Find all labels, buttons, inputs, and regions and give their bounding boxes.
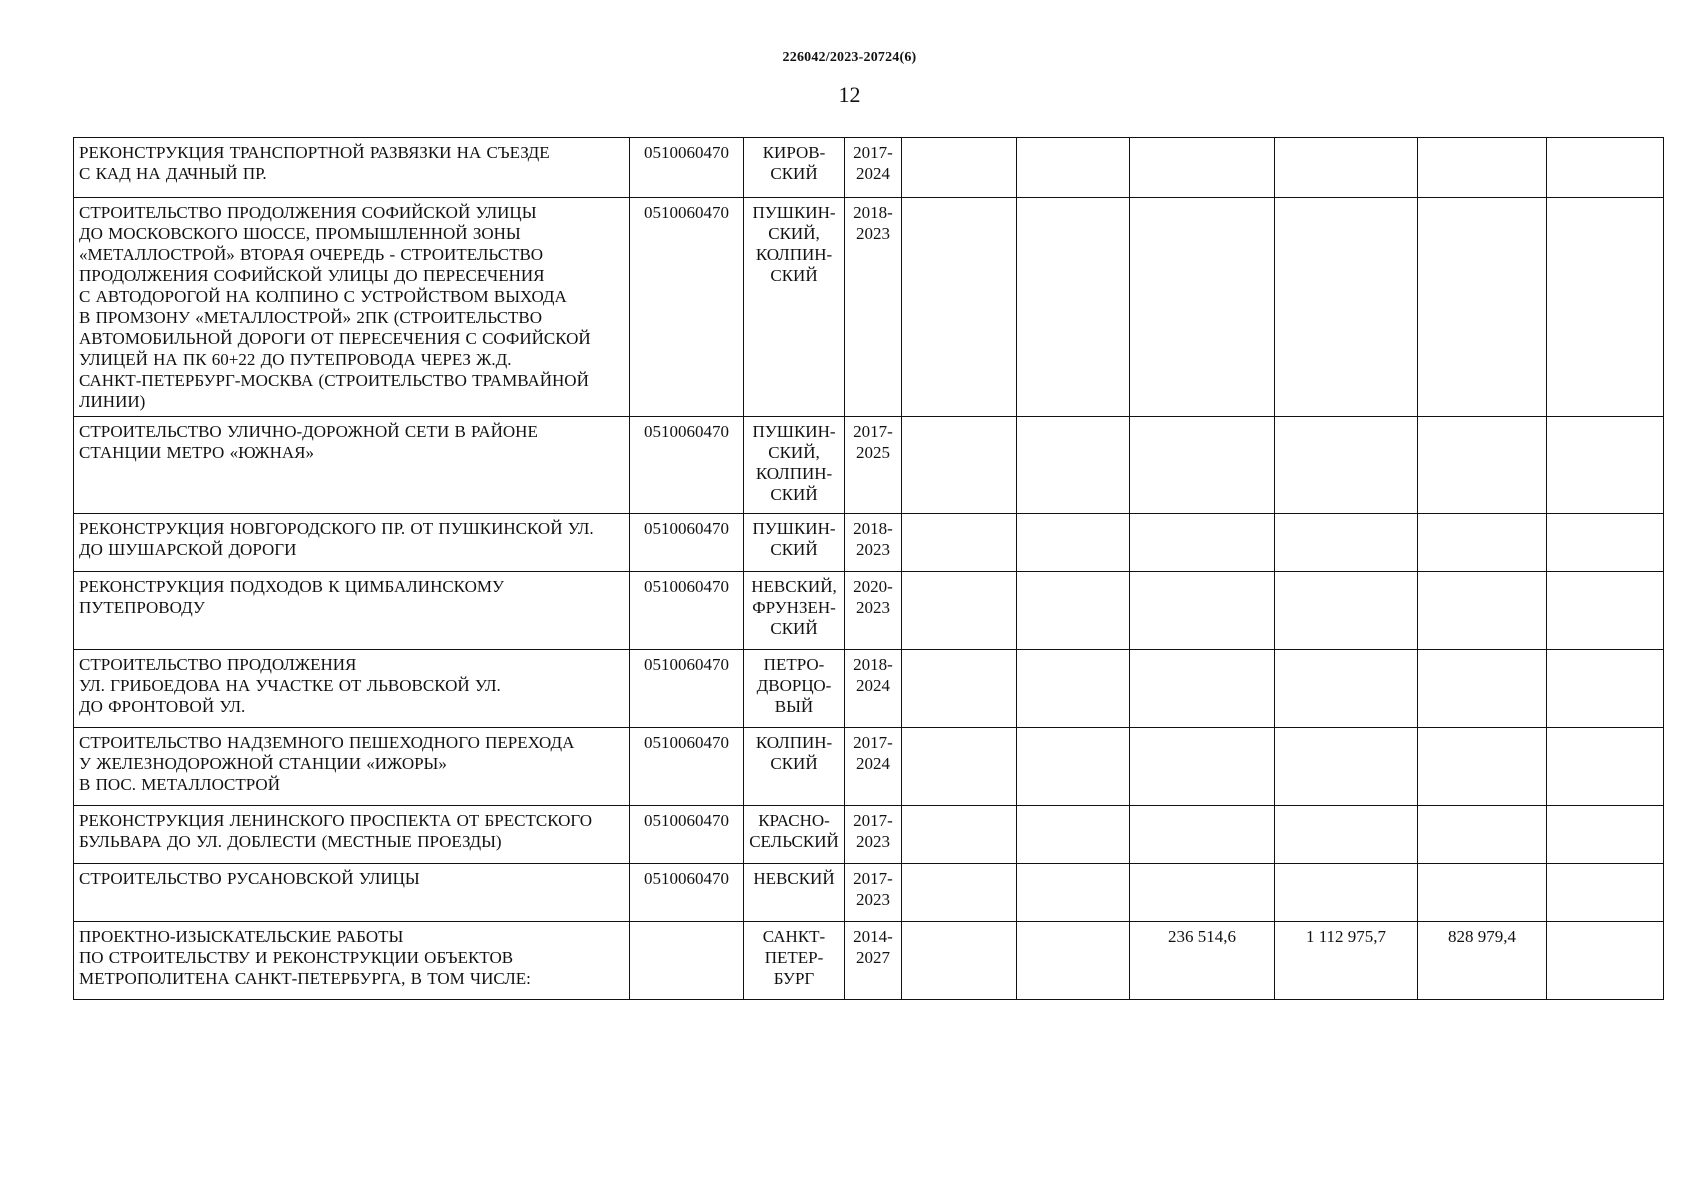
district-cell-line: ДВОРЦО- bbox=[756, 676, 832, 695]
value-cell bbox=[1547, 514, 1664, 572]
object-name-cell-line: ПРОДОЛЖЕНИЯ СОФИЙСКОЙ УЛИЦЫ ДО ПЕРЕСЕЧЕНИЯ bbox=[79, 266, 545, 285]
value-cell bbox=[902, 650, 1017, 728]
district-cell-line: САНКТ- bbox=[762, 927, 826, 946]
years-cell-line: 2023 bbox=[856, 832, 890, 851]
object-name-cell-line: «МЕТАЛЛОСТРОЙ» ВТОРАЯ ОЧЕРЕДЬ - СТРОИТЕЛЬСТВО bbox=[79, 245, 544, 264]
district-cell-line: НЕВСКИЙ bbox=[753, 869, 835, 888]
district-cell bbox=[744, 198, 845, 417]
district-cell-line: СКИЙ, bbox=[768, 443, 820, 462]
object-name-cell-line: СТРОИТЕЛЬСТВО РУСАНОВСКОЙ УЛИЦЫ bbox=[79, 869, 420, 888]
table-row bbox=[74, 864, 1664, 922]
value-cell bbox=[1130, 138, 1275, 198]
district-cell-line: КИРОВ- bbox=[762, 143, 826, 162]
district-cell-line: СЕЛЬСКИЙ bbox=[749, 832, 839, 851]
years-cell bbox=[845, 922, 902, 1000]
value-cell bbox=[1017, 864, 1130, 922]
value-cell bbox=[1130, 864, 1275, 922]
object-name-cell-line: РЕКОНСТРУКЦИЯ ЛЕНИНСКОГО ПРОСПЕКТА ОТ БРЕСТСКОГО bbox=[79, 811, 593, 830]
value-cell bbox=[1418, 514, 1547, 572]
object-name-cell bbox=[74, 514, 630, 572]
district-cell-line: НЕВСКИЙ, bbox=[751, 577, 837, 596]
value-cell bbox=[1275, 806, 1418, 864]
value-cell bbox=[1130, 806, 1275, 864]
table-row bbox=[74, 417, 1664, 514]
object-name-cell-line: РЕКОНСТРУКЦИЯ ПОДХОДОВ К ЦИМБАЛИНСКОМУ bbox=[79, 577, 505, 596]
budget-code-cell: 0510060470 bbox=[630, 650, 744, 728]
value-cell bbox=[1130, 514, 1275, 572]
object-name-cell-line: С КАД НА ДАЧНЫЙ ПР. bbox=[79, 164, 267, 183]
object-name-cell-line: СТАНЦИИ МЕТРО «ЮЖНАЯ» bbox=[79, 443, 314, 462]
years-cell-line: 2014- bbox=[853, 927, 893, 946]
table-row bbox=[74, 806, 1664, 864]
value-cell bbox=[1130, 728, 1275, 806]
years-cell bbox=[845, 806, 902, 864]
district-cell-line: ПЕТРО- bbox=[763, 655, 825, 674]
district-cell-line: ПЕТЕР- bbox=[764, 948, 824, 967]
object-name-cell bbox=[74, 864, 630, 922]
table-row bbox=[74, 650, 1664, 728]
budget-code-cell: 0510060470 bbox=[630, 198, 744, 417]
value-cell bbox=[1418, 198, 1547, 417]
district-cell bbox=[744, 138, 845, 198]
years-cell-line: 2017- bbox=[853, 422, 893, 441]
district-cell-line: БУРГ bbox=[773, 969, 815, 988]
budget-code-cell: 0510060470 bbox=[630, 138, 744, 198]
value-cell bbox=[1418, 806, 1547, 864]
object-name-cell-line: РЕКОНСТРУКЦИЯ НОВГОРОДСКОГО ПР. ОТ ПУШКИНСКОЙ УЛ. bbox=[79, 519, 594, 538]
budget-code-cell: 0510060470 bbox=[630, 514, 744, 572]
years-cell-line: 2025 bbox=[856, 443, 890, 462]
value-cell bbox=[1547, 728, 1664, 806]
district-cell-line: КРАСНО- bbox=[758, 811, 830, 830]
object-name-cell bbox=[74, 572, 630, 650]
object-name-cell-line: РЕКОНСТРУКЦИЯ ТРАНСПОРТНОЙ РАЗВЯЗКИ НА СЪЕЗДЕ bbox=[79, 143, 550, 162]
object-name-cell bbox=[74, 198, 630, 417]
value-cell bbox=[1418, 728, 1547, 806]
value-cell bbox=[1418, 417, 1547, 514]
value-cell bbox=[1130, 198, 1275, 417]
value-cell bbox=[902, 514, 1017, 572]
district-cell bbox=[744, 417, 845, 514]
value-cell bbox=[1017, 650, 1130, 728]
value-cell: 1 112 975,7 bbox=[1275, 922, 1418, 1000]
value-cell bbox=[1547, 864, 1664, 922]
value-cell bbox=[1017, 198, 1130, 417]
value-cell bbox=[1547, 572, 1664, 650]
district-cell-line: СКИЙ bbox=[770, 619, 818, 638]
object-name-cell-line: В ПОС. МЕТАЛЛОСТРОЙ bbox=[79, 775, 280, 794]
value-cell bbox=[1017, 922, 1130, 1000]
district-cell-line: ВЫЙ bbox=[774, 697, 814, 716]
value-cell bbox=[1130, 572, 1275, 650]
budget-code-cell: 0510060470 bbox=[630, 728, 744, 806]
years-cell-line: 2023 bbox=[856, 890, 890, 909]
table-row bbox=[74, 572, 1664, 650]
district-cell bbox=[744, 572, 845, 650]
object-name-cell bbox=[74, 650, 630, 728]
district-cell-line: КОЛПИН- bbox=[755, 733, 833, 752]
value-cell bbox=[1418, 650, 1547, 728]
value-cell bbox=[1017, 806, 1130, 864]
years-cell bbox=[845, 572, 902, 650]
years-cell bbox=[845, 417, 902, 514]
object-name-cell bbox=[74, 138, 630, 198]
value-cell bbox=[1130, 417, 1275, 514]
object-name-cell-line: ДО ФРОНТОВОЙ УЛ. bbox=[79, 697, 246, 716]
years-cell-line: 2020- bbox=[853, 577, 893, 596]
years-cell-line: 2024 bbox=[856, 676, 890, 695]
district-cell-line: СКИЙ bbox=[770, 485, 818, 504]
object-name-cell-line: СТРОИТЕЛЬСТВО УЛИЧНО-ДОРОЖНОЙ СЕТИ В РАЙОНЕ bbox=[79, 422, 538, 441]
value-cell bbox=[1275, 728, 1418, 806]
objects-table bbox=[73, 137, 1664, 1000]
table-row bbox=[74, 728, 1664, 806]
years-cell-line: 2018- bbox=[853, 203, 893, 222]
district-cell bbox=[744, 728, 845, 806]
value-cell bbox=[1418, 864, 1547, 922]
object-name-cell-line: УЛ. ГРИБОЕДОВА НА УЧАСТКЕ ОТ ЛЬВОВСКОЙ УЛ. bbox=[79, 676, 501, 695]
value-cell bbox=[1547, 198, 1664, 417]
value-cell: 828 979,4 bbox=[1418, 922, 1547, 1000]
object-name-cell-line: ПРОЕКТНО-ИЗЫСКАТЕЛЬСКИЕ РАБОТЫ bbox=[79, 927, 404, 946]
district-cell-line: КОЛПИН- bbox=[755, 245, 833, 264]
years-cell bbox=[845, 728, 902, 806]
table-row bbox=[74, 922, 1664, 1000]
value-cell bbox=[902, 198, 1017, 417]
object-name-cell-line: У ЖЕЛЕЗНОДОРОЖНОЙ СТАНЦИИ «ИЖОРЫ» bbox=[79, 754, 447, 773]
years-cell-line: 2017- bbox=[853, 869, 893, 888]
district-cell bbox=[744, 864, 845, 922]
value-cell bbox=[1275, 864, 1418, 922]
value-cell bbox=[1275, 417, 1418, 514]
value-cell bbox=[1418, 138, 1547, 198]
object-name-cell-line: СТРОИТЕЛЬСТВО ПРОДОЛЖЕНИЯ СОФИЙСКОЙ УЛИЦЫ bbox=[79, 203, 537, 222]
object-name-cell-line: СТРОИТЕЛЬСТВО НАДЗЕМНОГО ПЕШЕХОДНОГО ПЕРЕХОДА bbox=[79, 733, 575, 752]
district-cell bbox=[744, 922, 845, 1000]
table-row bbox=[74, 514, 1664, 572]
years-cell-line: 2018- bbox=[853, 519, 893, 538]
value-cell bbox=[1275, 198, 1418, 417]
years-cell bbox=[845, 514, 902, 572]
object-name-cell-line: УЛИЦЕЙ НА ПК 60+22 ДО ПУТЕПРОВОДА ЧЕРЕЗ Ж.Д. bbox=[79, 350, 512, 369]
district-cell bbox=[744, 514, 845, 572]
object-name-cell-line: БУЛЬВАРА ДО УЛ. ДОБЛЕСТИ (МЕСТНЫЕ ПРОЕЗДЫ) bbox=[79, 832, 502, 851]
object-name-cell bbox=[74, 417, 630, 514]
value-cell bbox=[902, 417, 1017, 514]
object-name-cell-line: ЛИНИИ) bbox=[79, 392, 146, 411]
object-name-cell-line: СТРОИТЕЛЬСТВО ПРОДОЛЖЕНИЯ bbox=[79, 655, 357, 674]
value-cell bbox=[902, 864, 1017, 922]
years-cell-line: 2027 bbox=[856, 948, 890, 967]
object-name-cell bbox=[74, 806, 630, 864]
object-name-cell bbox=[74, 922, 630, 1000]
value-cell bbox=[1547, 806, 1664, 864]
object-name-cell-line: ДО МОСКОВСКОГО ШОССЕ, ПРОМЫШЛЕННОЙ ЗОНЫ bbox=[79, 224, 521, 243]
value-cell bbox=[902, 572, 1017, 650]
value-cell bbox=[1017, 514, 1130, 572]
budget-code-cell: 0510060470 bbox=[630, 417, 744, 514]
budget-code-cell: 0510060470 bbox=[630, 572, 744, 650]
district-cell bbox=[744, 806, 845, 864]
years-cell-line: 2023 bbox=[856, 598, 890, 617]
district-cell-line: СКИЙ bbox=[770, 754, 818, 773]
value-cell bbox=[1275, 572, 1418, 650]
years-cell-line: 2024 bbox=[856, 754, 890, 773]
value-cell bbox=[1130, 650, 1275, 728]
object-name-cell bbox=[74, 728, 630, 806]
district-cell-line: ПУШКИН- bbox=[752, 422, 836, 441]
value-cell bbox=[1017, 138, 1130, 198]
value-cell bbox=[1017, 572, 1130, 650]
value-cell bbox=[1547, 138, 1664, 198]
district-cell-line: КОЛПИН- bbox=[755, 464, 833, 483]
object-name-cell-line: МЕТРОПОЛИТЕНА САНКТ-ПЕТЕРБУРГА, В ТОМ ЧИСЛЕ: bbox=[79, 969, 531, 988]
years-cell-line: 2017- bbox=[853, 811, 893, 830]
table-row bbox=[74, 198, 1664, 417]
value-cell bbox=[1547, 650, 1664, 728]
value-cell bbox=[902, 806, 1017, 864]
table-body bbox=[74, 138, 1664, 1000]
district-cell-line: ФРУНЗЕН- bbox=[752, 598, 836, 617]
years-cell-line: 2024 bbox=[856, 164, 890, 183]
table-row bbox=[74, 138, 1664, 198]
value-cell bbox=[1275, 514, 1418, 572]
district-cell bbox=[744, 650, 845, 728]
page-number: 12 bbox=[838, 82, 861, 107]
district-cell-line: ПУШКИН- bbox=[752, 203, 836, 222]
years-cell-line: 2018- bbox=[853, 655, 893, 674]
district-cell-line: СКИЙ bbox=[770, 164, 818, 183]
value-cell: 236 514,6 bbox=[1130, 922, 1275, 1000]
district-cell-line: СКИЙ bbox=[770, 266, 818, 285]
value-cell bbox=[1275, 650, 1418, 728]
district-cell-line: СКИЙ, bbox=[768, 224, 820, 243]
years-cell-line: 2017- bbox=[853, 143, 893, 162]
value-cell bbox=[1017, 417, 1130, 514]
district-cell-line: ПУШКИН- bbox=[752, 519, 836, 538]
value-cell bbox=[1547, 417, 1664, 514]
budget-code-cell: 0510060470 bbox=[630, 806, 744, 864]
years-cell bbox=[845, 138, 902, 198]
value-cell bbox=[902, 922, 1017, 1000]
object-name-cell-line: ПУТЕПРОВОДУ bbox=[79, 598, 205, 617]
document-id: 226042/2023-20724(6) bbox=[782, 50, 917, 65]
value-cell bbox=[902, 138, 1017, 198]
district-cell-line: СКИЙ bbox=[770, 540, 818, 559]
object-name-cell-line: ПО СТРОИТЕЛЬСТВУ И РЕКОНСТРУКЦИИ ОБЪЕКТОВ bbox=[79, 948, 514, 967]
years-cell-line: 2023 bbox=[856, 540, 890, 559]
value-cell bbox=[1547, 922, 1664, 1000]
object-name-cell-line: С АВТОДОРОГОЙ НА КОЛПИНО С УСТРОЙСТВОМ ВЫХОДА bbox=[79, 287, 567, 306]
years-cell-line: 2023 bbox=[856, 224, 890, 243]
value-cell bbox=[1017, 728, 1130, 806]
years-cell-line: 2017- bbox=[853, 733, 893, 752]
object-name-cell-line: В ПРОМЗОНУ «МЕТАЛЛОСТРОЙ» 2ПК (СТРОИТЕЛЬСТВО bbox=[79, 308, 543, 327]
budget-code-cell bbox=[630, 922, 744, 1000]
budget-code-cell: 0510060470 bbox=[630, 864, 744, 922]
years-cell bbox=[845, 198, 902, 417]
object-name-cell-line: САНКТ-ПЕТЕРБУРГ-МОСКВА (СТРОИТЕЛЬСТВО ТРАМВАЙНОЙ bbox=[79, 371, 589, 390]
object-name-cell-line: ДО ШУШАРСКОЙ ДОРОГИ bbox=[79, 540, 297, 559]
years-cell bbox=[845, 650, 902, 728]
object-name-cell-line: АВТОМОБИЛЬНОЙ ДОРОГИ ОТ ПЕРЕСЕЧЕНИЯ С СОФИЙСКОЙ bbox=[79, 329, 591, 348]
years-cell bbox=[845, 864, 902, 922]
value-cell bbox=[902, 728, 1017, 806]
value-cell bbox=[1275, 138, 1418, 198]
value-cell bbox=[1418, 572, 1547, 650]
